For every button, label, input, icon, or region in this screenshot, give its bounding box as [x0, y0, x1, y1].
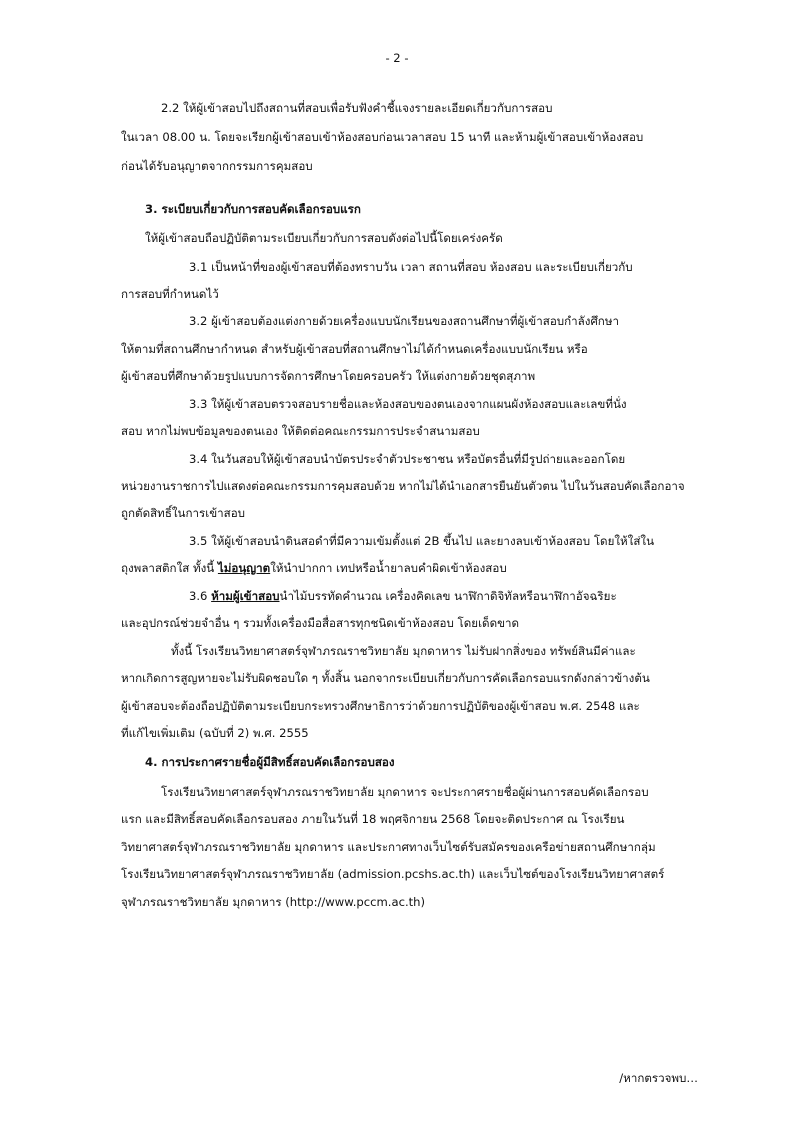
item-3-5-line-2-pre: ถุงพลาสติกใส ทั้งนี้ [121, 561, 218, 575]
item-3-4-line-2: หน่วยงานราชการไปแสดงต่อคณะกรรมการคุมสอบด้วย หากไม่ได้นำเอกสารยืนยันตัวตน ไปในวันสอบคัดเลือกอาจ [121, 479, 685, 493]
closing-line-2: หากเกิดการสูญหายจะไม่รับผิดชอบใด ๆ ทั้งสิ้น นอกจากระเบียบเกี่ยวกับการคัดเลือกรอบแรกดังกล่าวข้างต้น [121, 671, 650, 685]
section-2-2-line-1: 2.2 ให้ผู้เข้าสอบไปถึงสถานที่สอบเพื่อรับฟังคำชี้แจงรายละเอียดเกี่ยวกับการสอบ [161, 101, 553, 115]
item-3-3-line-2: สอบ หากไม่พบข้อมูลของตนเอง ให้ติดต่อคณะกรรมการประจำสนามสอบ [121, 424, 480, 438]
item-3-6-line-1 [189, 586, 617, 606]
closing-line-4: ที่แก้ไขเพิ่มเติม (ฉบับที่ 2) พ.ศ. 2555 [121, 726, 309, 740]
page-number: - 2 - [385, 51, 409, 65]
item-3-5-line-1: 3.5 ให้ผู้เข้าสอบนำดินสอดำที่มีความเข้มตั้งแต่ 2B ขึ้นไป และยางลบเข้าห้องสอบ โดยให้ใส่ใน [189, 534, 654, 548]
section-3-heading: 3. ระเบียบเกี่ยวกับการสอบคัดเลือกรอบแรก [145, 202, 361, 216]
section-4-line-3: วิทยาศาสตร์จุฬาภรณราชวิทยาลัย มุกดาหาร และประกาศทางเว็บไซต์รับสมัครของเครือข่ายสถานศึกษากลุ่ม [121, 840, 656, 854]
closing-line-3: ผู้เข้าสอบจะต้องถือปฏิบัติตามระเบียบกระทรวงศึกษาธิการว่าด้วยการปฏิบัติของผู้เข้าสอบ พ.ศ. 2548 และ [121, 699, 640, 713]
closing-line-1: ทั้งนี้ โรงเรียนวิทยาศาสตร์จุฬาภรณราชวิทยาลัย มุกดาหาร ไม่รับฝากสิ่งของ ทรัพย์สินมีค่าและ [171, 644, 636, 658]
item-3-2-line-1: 3.2 ผู้เข้าสอบต้องแต่งกายด้วยเครื่องแบบนักเรียนของสถานศึกษาที่ผู้เข้าสอบกำลังศึกษา [189, 314, 619, 328]
prohibited-emphasis: ห้ามผู้เข้าสอบ [211, 589, 280, 603]
item-3-6-number: 3.6 [189, 589, 212, 603]
section-2-2-line-3: ก่อนได้รับอนุญาตจากกรรมการคุมสอบ [121, 159, 313, 173]
section-4-line-1: โรงเรียนวิทยาศาสตร์จุฬาภรณราชวิทยาลัย มุกดาหาร จะประกาศรายชื่อผู้ผ่านการสอบคัดเลือกรอบ [161, 785, 649, 799]
not-allowed-emphasis: ไม่อนุญาต [217, 561, 271, 575]
item-3-2-line-2: ให้ตามที่สถานศึกษากำหนด สำหรับผู้เข้าสอบที่สถานศึกษาไม่ได้กำหนดเครื่องแบบนักเรียน หรือ [121, 342, 588, 356]
item-3-5-line-2 [121, 558, 507, 578]
section-4-line-5: จุฬาภรณราชวิทยาลัย มุกดาหาร (http://www.pccm.ac.th) [121, 895, 426, 909]
section-4-heading: 4. การประกาศรายชื่อผู้มีสิทธิ์สอบคัดเลือกรอบสอง [145, 755, 395, 769]
item-3-6-line-1-post: นำไม้บรรทัดคำนวณ เครื่องคิดเลข นาฬิกาดิจิทัลหรือนาฬิกาอัจฉริยะ [279, 589, 617, 603]
section-2-2-line-2: ในเวลา 08.00 น. โดยจะเรียกผู้เข้าสอบเข้าห้องสอบก่อนเวลาสอบ 15 นาที และห้ามผู้เข้าสอบเข้าห้องสอบ [121, 130, 644, 144]
section-4-line-4: โรงเรียนวิทยาศาสตร์จุฬาภรณราชวิทยาลัย (admission.pcshs.ac.th) และเว็บไซต์ของโรงเรียนวิทยาศาสตร์ [121, 867, 665, 881]
item-3-1-line-2: การสอบที่กำหนดไว้ [121, 287, 219, 301]
section-3-intro: ให้ผู้เข้าสอบถือปฏิบัติตามระเบียบเกี่ยวกับการสอบดังต่อไปนี้โดยเคร่งครัด [145, 231, 503, 245]
item-3-4-line-3: ถูกตัดสิทธิ์ในการเข้าสอบ [121, 506, 246, 520]
continuation-note: /หากตรวจพบ… [619, 1071, 698, 1085]
item-3-4-line-1: 3.4 ในวันสอบให้ผู้เข้าสอบนำบัตรประจำตัวประชาชน หรือบัตรอื่นที่มีรูปถ่ายและออกโดย [189, 452, 626, 466]
item-3-3-line-1: 3.3 ให้ผู้เข้าสอบตรวจสอบรายชื่อและห้องสอบของตนเองจากแผนผังห้องสอบและเลขที่นั่ง [189, 397, 627, 411]
item-3-2-line-3: ผู้เข้าสอบที่ศึกษาด้วยรูปแบบการจัดการศึกษาโดยครอบครัว ให้แต่งกายด้วยชุดสุภาพ [121, 369, 536, 383]
section-4-line-2: แรก และมีสิทธิ์สอบคัดเลือกรอบสอง ภายในวันที่ 18 พฤศจิกายน 2568 โดยจะติดประกาศ ณ โรงเรียน [121, 812, 625, 826]
item-3-6-line-2: และอุปกรณ์ช่วยจำอื่น ๆ รวมทั้งเครื่องมือสื่อสารทุกชนิดเข้าห้องสอบ โดยเด็ดขาด [121, 616, 520, 630]
item-3-5-line-2-post: ให้นำปากกา เทปหรือน้ำยาลบคำผิดเข้าห้องสอบ [270, 561, 507, 575]
item-3-1-line-1: 3.1 เป็นหน้าที่ของผู้เข้าสอบที่ต้องทราบวัน เวลา สถานที่สอบ ห้องสอบ และระเบียบเกี่ยวกับ [189, 260, 633, 274]
